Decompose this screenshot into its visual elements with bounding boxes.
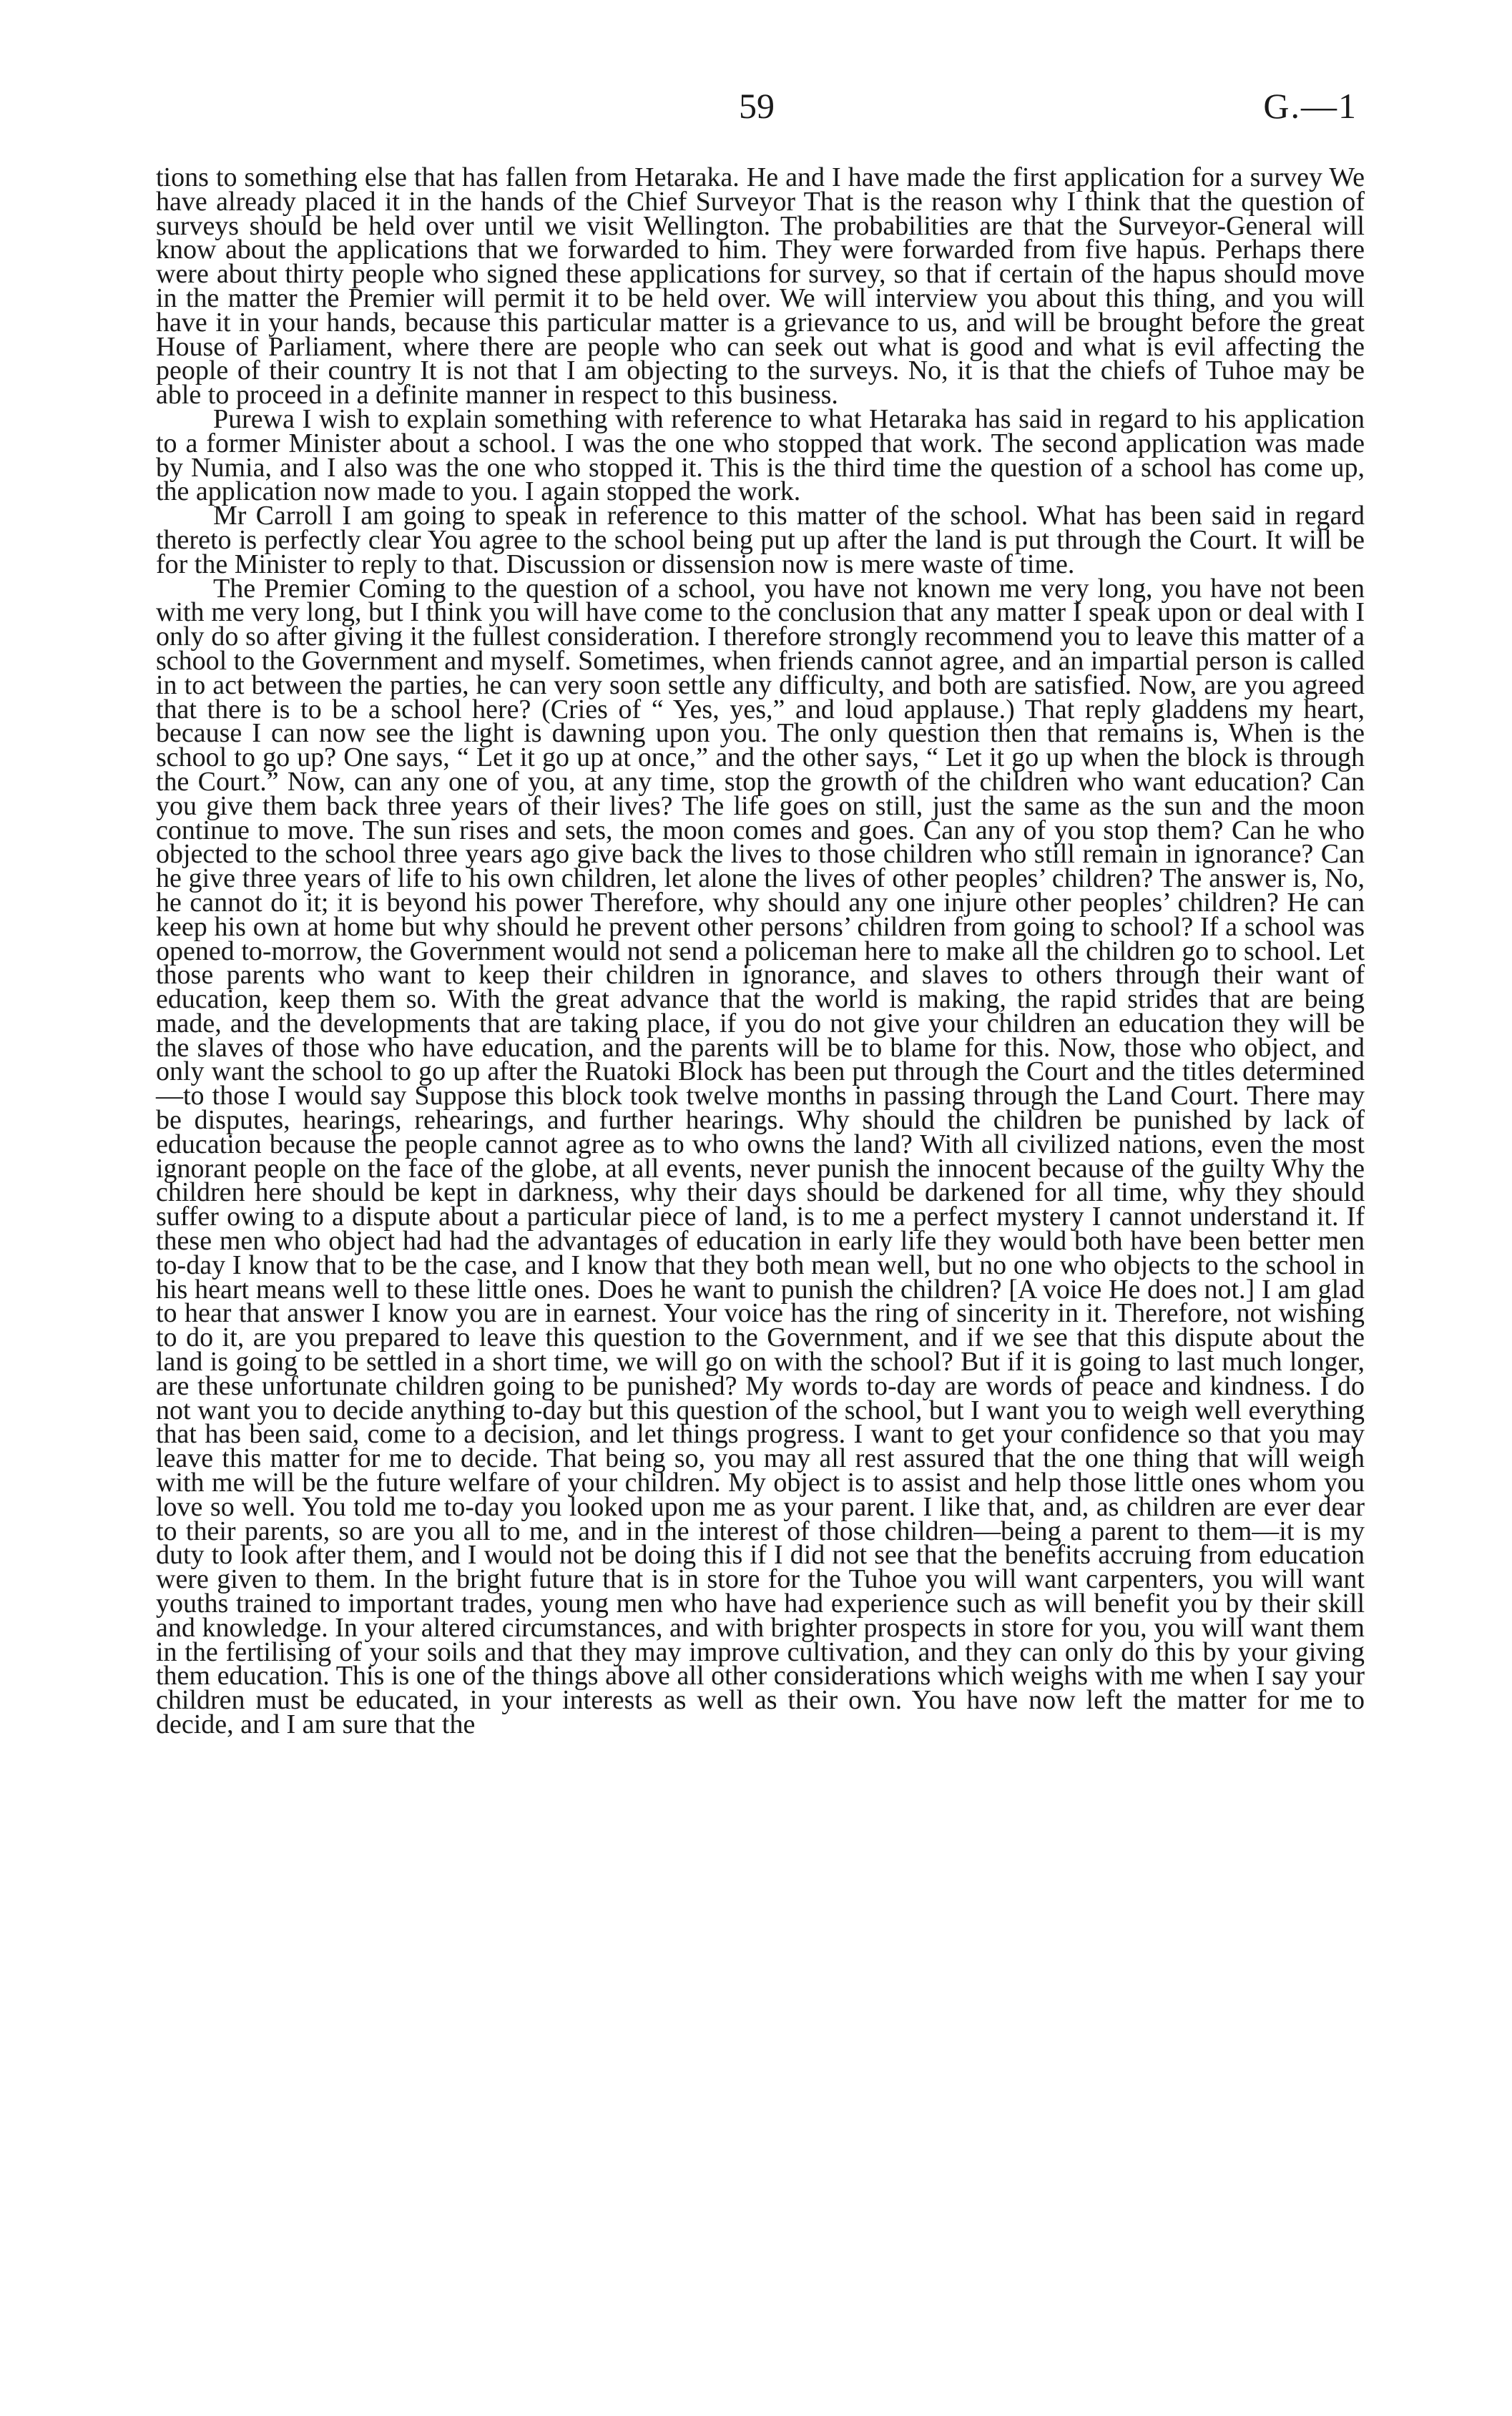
paragraph-mr-carroll: Mr Carroll I am going to speak in reference to this matter of the school. What has been said in regard thereto is perfectly clear You agree to the school being put up after the land is put through the Court. It will be for the Minister to reply to that. Discussion or dissension now is mere waste of time. — [156, 501, 1365, 579]
paragraph-continuation: tions to something else that has fallen from Hetaraka. He and I have made the first application for a survey We have already placed it in the hands of the Chief Surveyor That is the reason why I think that the question of surveys should be held over until we visit Wellington. The probabilities are that the Surveyor-General will know about the applications that we forwarded to him. They were forwarded from five hapus. Perhaps there were about thirty people who signed these applications for survey, so that if certain of the hapus should move in the matter the Premier will permit it to be held over. We will interview you about this thing, and you will have it in your hands, because this particular matter is a grievance to us, and will be brought before the great House of Parliament, where there are people who can seek out what is good and what is evil affecting the people of their country It is not that I am objecting to the surveys. No, it is that the chiefs of Tuhoe may be able to proceed in a definite manner in respect to this business. — [156, 162, 1365, 411]
page-header — [156, 84, 1358, 134]
page-number: 59 — [739, 86, 775, 126]
paragraph-premier: The Premier Coming to the question of a school, you have not known me very long, you have not been with me very long, but I think you will have come to the conclusion that any matter I speak upon or deal with I only do so after giving it the fullest consideration. I therefore strongly recommend you to leave this matter of a school to the Government and myself. Sometimes, when friends cannot agree, and an impartial person is called in to act between the parties, he can very soon settle any difficulty, and both are satisfied. Now, are you agreed that there is to be a school here? (Cries of “ Yes, yes,” and loud applause.) That reply gladdens my heart, because I can now see the light is dawning upon you. The only question then that remains is, When is the school to go up? One says, “ Let it go up at once,” and the other says, “ Let it go up when the block is through the Court.” Now, can any one of you, at any time, stop the growth of the children who want education? Can you give them back three years of their lives? The life goes on still, just the same as the sun and the moon continue to move. The sun rises and sets, the moon comes and goes. Can any of you stop them? Can he who objected to the school three years ago give back the lives to those children who still remain in ignorance? Can he give three years of life to his own children, let alone the lives of other peoples’ children? The answer is, No, he cannot do it; it is beyond his power Therefore, why should any one injure other peoples’ children? He can keep his own at home but why should he prevent other persons’ children from going to school? If a school was opened to-morrow, the Government would not send a policeman here to make all the children go to school. Let those parents who want to keep their children in ignorance, and slaves to others through their want of education, keep them so. With the great advance that the world is making, the rapid strides that are being made, and the developments that are taking place, if you do not give your children an education they will be the slaves of those who have education, and the parents will be to blame for this. Now, those who object, and only want the school to go up after the Ruatoki Block has been put through the Court and the titles determined—to those I would say Suppose this block took twelve months in passing through the Land Court. There may be disputes, hearings, rehearings, and further hearings. Why should the children be punished by lack of education because the people cannot agree as to who owns the land? With all civilized nations, even the most ignorant people on the face of the globe, at all events, never punish the innocent because of the guilty Why the children here should be kept in darkness, why their days should be darkened for all time, why they should suffer owing to a dispute about a particular piece of land, is to me a perfect mystery I cannot understand it. If these men who object had had the advantages of education in early life they would both have been better men to-day I know that to be the case, and I know that they both mean well, but no one who objects to the school in his heart means well to these little ones. Does he want to punish the children? [A voice He does not.] I am glad to hear that answer I know you are in earnest. Your voice has the ring of sincerity in it. Therefore, not wishing to do it, are you prepared to leave this question to the Government, and if we see that this dispute about the land is going to be settled in a short time, we will go on with the school? But if it is going to last much longer, are these unfortunate children going to be punished? My words to-day are words of peace and kindness. I do not want you to decide anything to-day but this question of the school, but I want you to weigh well everything that has been said, come to a decision, and let things progress. I want to get your confidence so that you may leave this matter for me to decide. That being so, you may all rest assured that the one thing that will weigh with me will be the future welfare of your children. My object is to assist and help those little ones whom you love so well. You told me to-day you looked upon me as your parent. I like that, and, as children are ever dear to their parents, so are you all to me, and in the interest of those children—being a parent to them—it is my duty to look after them, and I would not be doing this if I did not see that the benefits accruing from education were given to them. In the bright future that is in store for the Tuhoe you will want carpenters, you will want youths trained to important trades, young men who have had experience such as will benefit you by their skill and knowledge. In your altered circumstances, and with brighter prospects in store for you, you will want them in the fertilising of your soils and that they may improve cultivation, and they can only do this by your giving them education. This is one of the things above all other considerations which weighs with me when I say your children must be educated, in your interests as well as their own. You have now left the matter for me to decide, and I am sure that the — [156, 573, 1365, 1739]
document-id: G.—1 — [1263, 86, 1358, 126]
body-text — [156, 162, 1365, 2383]
paragraph-purewa: Purewa I wish to explain something with reference to what Hetaraka has said in regard to his application to a former Minister about a school. I was the one who stopped that work. The second application was made by Numia, and I also was the one who stopped it. This is the third time the question of a school has come up, the application now made to you. I again stopped the work. — [156, 403, 1365, 507]
